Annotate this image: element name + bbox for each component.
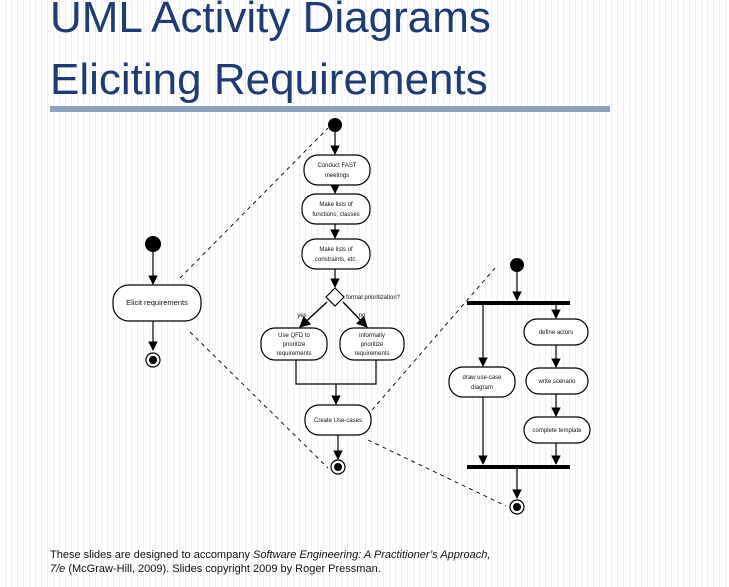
use-qfd-line-1: Use QFD to <box>278 333 310 339</box>
left-diagram <box>113 236 201 367</box>
footer-credit <box>50 548 610 576</box>
use-qfd-line-2: prioritize <box>282 342 306 348</box>
connector-right-bottom <box>368 440 506 506</box>
define-actors-label: define actors <box>538 330 574 336</box>
lists-constraints-activity <box>302 239 370 269</box>
middle-start-node <box>328 118 342 132</box>
fork-bar <box>467 301 570 305</box>
right-end-node-dot <box>513 503 521 511</box>
join-bar <box>467 465 570 469</box>
middle-diagram <box>261 118 404 474</box>
create-use-cases-label: Create Use-cases <box>313 418 363 424</box>
write-scenario-label: write scenario <box>538 379 576 385</box>
decision-label: formal prioritization? <box>346 295 401 301</box>
left-start-node <box>145 236 161 252</box>
prioritization-decision <box>326 288 344 306</box>
informally-line-3: requirements <box>354 351 390 357</box>
footer-book-title: Software Engineering: A Practitioner’s Approach, <box>253 549 491 561</box>
elicit-requirements-label: Elicit requirements <box>126 298 188 307</box>
no-label: no <box>358 313 366 319</box>
slide-title-line-1: UML Activity Diagrams <box>50 0 491 42</box>
informally-line-1: informally <box>359 333 385 339</box>
footer-edition: 7/e <box>50 563 66 575</box>
lists-functions-activity <box>302 194 370 224</box>
conduct-fast-line-1: Conduct FAST <box>317 163 357 169</box>
lists-constraints-line-2: constraints, etc. <box>314 257 358 263</box>
informally-line-2: prioritize <box>360 342 384 348</box>
slide-title-line-2: Eliciting Requirements <box>50 55 488 104</box>
yes-label: yes <box>297 313 307 319</box>
conduct-fast-activity <box>304 155 370 185</box>
right-start-node <box>510 258 524 272</box>
complete-template-label: complete template <box>532 428 582 434</box>
conduct-fast-line-2: meetings <box>324 173 350 179</box>
right-diagram <box>449 258 590 514</box>
lists-functions-line-1: Make lists of <box>319 202 353 208</box>
draw-use-case-line-2: diagram <box>471 385 493 391</box>
use-qfd-line-3: requirements <box>276 351 312 357</box>
draw-use-case-line-1: draw use-case <box>462 375 502 381</box>
merge-lines <box>296 360 376 384</box>
lists-constraints-line-1: Make lists of <box>319 247 353 253</box>
draw-use-case-activity <box>449 367 515 397</box>
footer-text-1: These slides are designed to accompany <box>50 549 254 561</box>
left-end-node-dot <box>149 356 157 364</box>
footer-text-2: (McGraw-Hill, 2009). Slides copyright 2009 by Roger Pressman. <box>65 563 381 575</box>
middle-end-node-dot <box>334 463 342 471</box>
lists-functions-line-2: functions, classes <box>312 212 360 218</box>
